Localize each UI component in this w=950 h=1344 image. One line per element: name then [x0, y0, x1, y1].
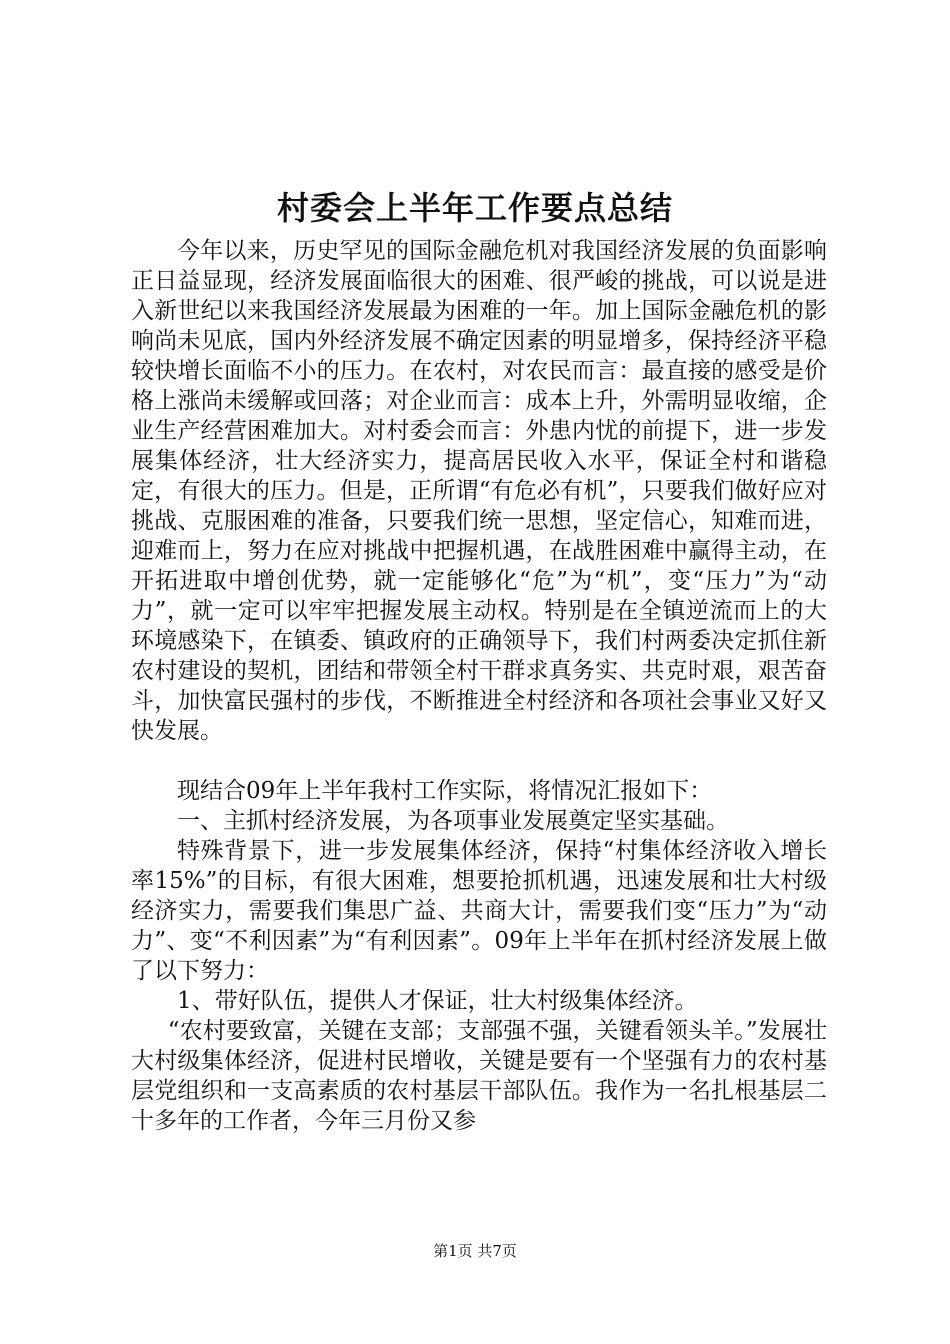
paragraph-intro: 今年以来，历史罕见的国际金融危机对我国经济发展的负面影响正日益显现，经济发展面临很大的困难、很严峻的挑战，可以说是进入新世纪以来我国经济发展最为困难的一年。加上国际金融危机的影响尚未见底，国内外经济发展不确定因素的明显增多，保持经济平稳较快增长面临不小的压力。在农村，对农民而言：最直接的感受是价格上涨尚未缓解或回落；对企业而言：成本上升，外需明显收缩，企业生产经营困难加大。对村委会而言：外患内忧的前提下，进一步发展集体经济，壮大经济实力，提高居民收入水平，保证全村和谐稳定，有很大的压力。但是，正所谓“有危必有机”，只要我们做好应对挑战、克服困难的准备，只要我们统一思想，坚定信心，知难而进，迎难而上，努力在应对挑战中把握机遇，在战胜困难中赢得主动，在开拓进取中增创优势，就一定能够化“危”为“机”，变“压力”为“动力”，就一定可以牢牢把握发展主动权。特别是在全镇逆流而上的大环境感染下，在镇委、镇政府的正确领导下，我们村两委决定抓住新农村建设的契机，团结和带领全村干群求真务实、共克时艰，艰苦奋斗，加快富民强村的步伐，不断推进全村经济和各项社会事业又好又快发展。 — [131, 238, 827, 744]
section-heading-1: 一、主抓村经济发展，为各项事业发展奠定坚实基础。 — [177, 808, 729, 834]
document-title: 村委会上半年工作要点总结 — [276, 189, 673, 227]
paragraph-leadership: “农村要致富，关键在支部；支部强不强，关键看领头羊。”发展壮大村级集体经济，促进村民增收，关键是要有一个坚强有力的农村基层党组织和一支高素质的农村基层干部队伍。我作为一名扎根基层二十多年的工作者，今年三月份又参 — [131, 1018, 827, 1134]
subsection-heading-1: 1、带好队伍，提供人才保证，壮大村级集体经济。 — [177, 988, 698, 1014]
page-indicator: 第1页 共7页 — [433, 1242, 517, 1260]
paragraph-report-lead: 现结合09年上半年我村工作实际，将情况汇报如下： — [177, 778, 713, 804]
paragraph-background: 特殊背景下，进一步发展集体经济，保持“村集体经济收入增长率15%”的目标，有很大困难，想要抢抓机遇，迅速发展和壮大村级经济实力，需要我们集思广益、共商大计，需要我们变“压力”为“动力”、变“不利因素”为“有利因素”。09年上半年在抓村经济发展上做了以下努力： — [131, 838, 827, 984]
document-body — [131, 236, 827, 1136]
